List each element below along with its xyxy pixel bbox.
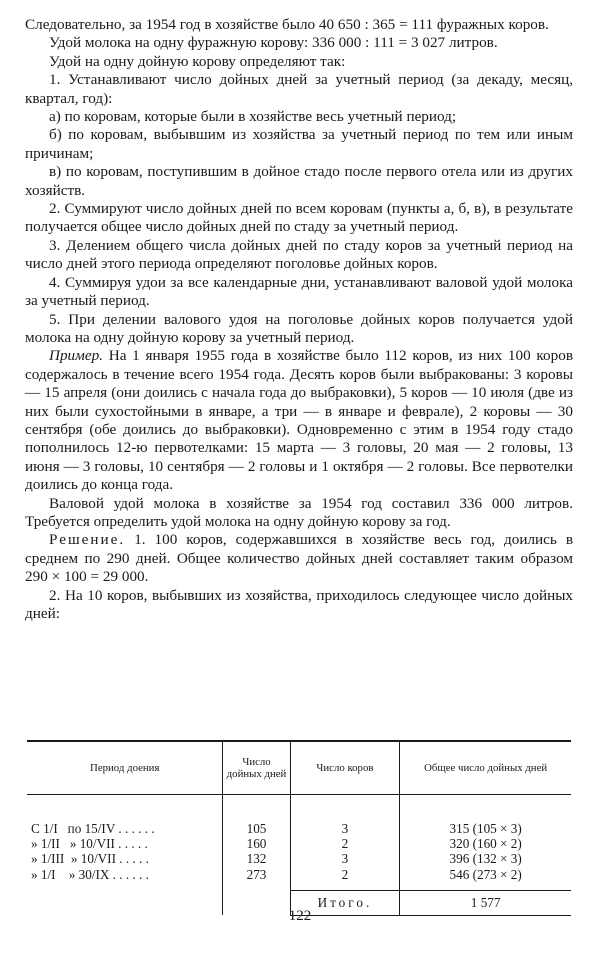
gross-yield-paragraph: Валовой удой молока в хозяйстве за 1954 год составил 336 000 литров. Требуется определить удой молока на одну дойную корову за год. <box>25 494 573 530</box>
total-label: Итого. <box>290 890 400 915</box>
cell-period: » 1/I » 30/IX . . . . . . <box>31 866 149 882</box>
cell-total: 546 (273 × 2) <box>400 867 571 891</box>
page-number: 122 <box>288 908 312 924</box>
example-text: На 1 января 1955 года в хозяйстве было 112 коров, из них 100 коров содержалось в течение всего 1954 года. Десять коров были выбракованы: 3 коровы — 15 апреля (они доились с начала года до выбраковки), 5 коров — 10 июля (две из них были сухостойными в январе, а три — в январе и феврале), 2 коровы — 30 сентября (обе доились до выбраковки). Одновременно с этим в 1954 году стадо пополнилось 12-ю первотелками: 15 марта — 3 головы, 20 мая — 2 головы, 13 июня — 3 головы, 10 сентября — 2 головы и 1 октября — 2 головы. Все первотелки доились до конца года. <box>25 347 573 494</box>
cell-total: 396 (132 × 3) <box>400 851 571 866</box>
cell-period: С 1/I по 15/IV . . . . . . <box>31 821 155 836</box>
table-row <box>27 821 571 836</box>
paragraph: в) по коровам, поступившим в дойное стадо после первого отела или из других хозяйств. <box>25 163 573 199</box>
cell-total: 320 (160 × 2) <box>400 836 571 851</box>
header-total: Общее число дойных дней <box>400 741 571 795</box>
paragraph: 3. Делением общего числа дойных дней по стаду коров за учетный период на число дней этого периода определяют поголовье дойных коров. <box>25 236 573 273</box>
solution-label: Решение. <box>49 531 126 549</box>
cell-total: 315 (105 × 3) <box>400 821 571 836</box>
solution-paragraph <box>25 531 573 586</box>
header-period: Период доения <box>27 741 223 795</box>
table-row <box>27 867 571 891</box>
paragraph: Удой молока на одну фуражную корову: 336 000 : 111 = 3 027 литров. <box>49 34 498 52</box>
cell-period: » 1/III » 10/VII . . . . . <box>31 851 149 867</box>
milking-days-table <box>27 740 571 916</box>
cell-days: 132 <box>223 851 290 866</box>
ten-cows-paragraph: 2. На 10 коров, выбывших из хозяйства, приходилось следующее число дойных дней: <box>25 586 573 622</box>
paragraph: 4. Суммируя удои за все календарные дни, устанавливают валовой удой молока за учетный период. <box>25 273 573 310</box>
paragraph: б) по коровам, выбывшим из хозяйства за учетный период по тем или иным причинам; <box>25 126 573 162</box>
cell-days: 160 <box>223 836 290 851</box>
table-row <box>27 836 571 851</box>
example-label: Пример. <box>49 347 103 365</box>
cell-period: » 1/II » 10/VII . . . . . <box>31 836 148 852</box>
table-body <box>27 795 571 891</box>
total-value: 1 577 <box>400 890 571 915</box>
solution-text: 1. 100 коров, содержавшихся в хозяйстве весь год, доились в среднем по 290 дней. Общее количество дойных дней составляет таким образом 290 × 100 = 29 000. <box>25 531 573 586</box>
table-header-row <box>27 741 571 795</box>
header-cows: Число коров <box>290 741 400 795</box>
paragraph: а) по коровам, которые были в хозяйстве весь учетный период; <box>49 108 457 126</box>
example-paragraph <box>25 347 573 494</box>
header-days: Число дойных дней <box>223 741 290 795</box>
cell-cows: 3 <box>290 851 400 866</box>
paragraph: Следовательно, за 1954 год в хозяйстве было 40 650 : 365 = 111 фуражных коров. <box>25 16 549 33</box>
paragraph: 1. Устанавливают число дойных дней за учетный период (за декаду, месяц, квартал, год): <box>25 71 573 107</box>
paragraph: Удой на одну дойную корову определяют так: <box>49 52 346 70</box>
table-spacer-row <box>27 795 571 822</box>
table-row <box>27 851 571 866</box>
body-text <box>25 16 573 623</box>
cell-days: 105 <box>223 821 290 836</box>
cell-cows: 3 <box>290 821 400 836</box>
cell-cows: 2 <box>290 867 400 891</box>
paragraph: 5. При делении валового удоя на поголовье дойных коров получается удой молока на одну дойную корову за учетный период. <box>25 310 573 346</box>
paragraph-list <box>25 16 573 347</box>
cell-cows: 2 <box>290 836 400 851</box>
paragraph: 2. Суммируют число дойных дней по всем коровам (пункты а, б, в), в результате получается общее число дойных дней по стаду за учетный период. <box>25 200 573 236</box>
cell-days: 273 <box>223 867 290 891</box>
